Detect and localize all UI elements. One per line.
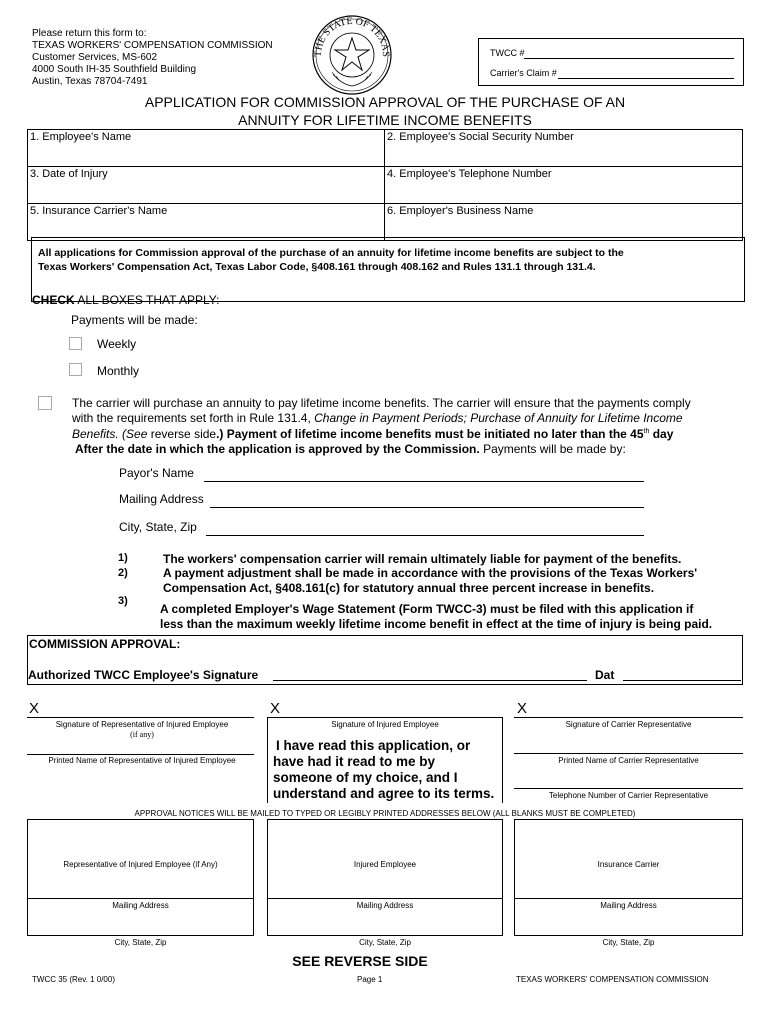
- rep-printed-input[interactable]: [27, 754, 254, 755]
- payor-name-input[interactable]: [204, 481, 644, 482]
- rep-signature-label: Signature of Representative of Injured Employee: [55, 720, 229, 729]
- payor-address-input[interactable]: [210, 507, 644, 508]
- carrier-address-box[interactable]: [514, 819, 743, 936]
- annuity-line-1: The carrier will purchase an annuity to pay lifetime income benefits. The carrier will ensure that the payments comply: [72, 396, 691, 410]
- check-all-heading: [32, 293, 219, 307]
- employee-mailing-label: Mailing Address: [356, 901, 414, 910]
- condition-1-num: 1): [118, 552, 128, 564]
- employee-phone-field[interactable]: 4. Employee's Telephone Number: [387, 168, 552, 180]
- texas-state-seal: [311, 14, 393, 96]
- carrier-claim-input[interactable]: [558, 78, 734, 79]
- rep-city-label: City, State, Zip: [114, 938, 167, 947]
- annuity-line-3b: reverse side: [150, 427, 217, 441]
- condition-2: [163, 566, 697, 596]
- payor-city-label: City, State, Zip: [119, 520, 197, 534]
- notice-line-2: Texas Workers' Compensation Act, Texas Labor Code, §408.161 through 408.162 and Rules 131.1 through 131.4.: [38, 261, 596, 273]
- carrier-phone-input[interactable]: [514, 788, 743, 789]
- grid-divider: [27, 203, 743, 204]
- statement-line: I have read this application, or: [276, 738, 471, 753]
- return-line: Customer Services, MS-602: [32, 52, 158, 63]
- annuity-line-3d: day: [649, 427, 674, 441]
- grid-divider: [27, 166, 743, 167]
- condition-3-text2: less than the maximum weekly lifetime income benefit in effect at the time of injury is being paid.: [160, 617, 713, 631]
- agency-name: TEXAS WORKERS' COMPENSATION COMMISSION: [516, 975, 709, 984]
- employee-address-box[interactable]: [267, 819, 503, 936]
- carrier-mailing-label: Mailing Address: [600, 901, 657, 910]
- employee-statement: [273, 738, 494, 802]
- annuity-line-4b: Payments will be made by:: [479, 441, 626, 456]
- condition-3-text: A completed Employer's Wage Statement (Form TWCC-3) must be filed with this application if: [160, 602, 694, 616]
- commission-approval-heading: COMMISSION APPROVAL:: [29, 637, 181, 651]
- form-title: [0, 94, 770, 128]
- condition-1-text: The workers' compensation carrier will remain ultimately liable for payment of the benefits.: [163, 552, 682, 566]
- annuity-line-2a: with the requirements set forth in Rule 131.4,: [72, 410, 315, 425]
- grid-divider: [384, 129, 385, 241]
- x-mark: X: [29, 700, 40, 717]
- notice-line-1: All applications for Commission approval of the purchase of an annuity for lifetime income benefits are subject to the: [38, 247, 624, 259]
- employer-business-field[interactable]: 6. Employer's Business Name: [387, 205, 534, 217]
- condition-2-text2: Compensation Act, §408.161(c) for statutory annual three percent increase in benefits.: [163, 581, 655, 595]
- annuity-line-4a: After the date in which the application is approved by the Commission.: [75, 441, 480, 456]
- annuity-line-3-sup: th: [643, 428, 650, 435]
- carrier-address-title: Insurance Carrier: [597, 860, 660, 869]
- return-address: [32, 28, 273, 88]
- rep-address-box[interactable]: [27, 819, 254, 936]
- box-divider: [267, 898, 503, 899]
- employee-signature-label: Signature of Injured Employee: [331, 720, 439, 729]
- seal-text: THE STATE OF TEXAS: [312, 15, 392, 58]
- box-divider: [27, 898, 254, 899]
- carrier-signature-input[interactable]: [514, 717, 743, 718]
- return-line: TEXAS WORKERS' COMPENSATION COMMISSION: [32, 40, 273, 51]
- employee-name-field[interactable]: 1. Employee's Name: [30, 131, 132, 143]
- monthly-label: Monthly: [97, 364, 140, 378]
- annuity-checkbox[interactable]: [38, 396, 52, 410]
- date-of-injury-field[interactable]: 3. Date of Injury: [30, 168, 108, 180]
- condition-3: [160, 602, 712, 632]
- check-heading-bold: CHECK: [32, 293, 75, 307]
- twcc-number-input[interactable]: [524, 58, 734, 59]
- carrier-signature-label: Signature of Carrier Representative: [565, 720, 692, 729]
- carrier-printed-input[interactable]: [514, 753, 743, 754]
- condition-3-num: 3): [118, 595, 128, 607]
- carrier-phone-label: Telephone Number of Carrier Representative: [548, 791, 709, 800]
- rep-printed-label: Printed Name of Representative of Injured Employee: [48, 756, 236, 765]
- annuity-paragraph: [72, 396, 762, 456]
- condition-2-text: A payment adjustment shall be made in accordance with the provisions of the Texas Workers': [163, 566, 698, 580]
- employee-info-grid: [27, 129, 743, 241]
- statement-line: have had it read to me by: [273, 754, 436, 769]
- annuity-line-3a: Benefits. (See: [72, 427, 151, 441]
- payor-city-input[interactable]: [206, 535, 644, 536]
- employee-address-title: Injured Employee: [353, 860, 417, 869]
- rep-signature-input[interactable]: [27, 717, 254, 718]
- payor-name-label: Payor's Name: [119, 466, 194, 480]
- see-reverse-side: SEE REVERSE SIDE: [292, 953, 428, 969]
- check-heading-rest: ALL BOXES THAT APPLY:: [74, 293, 220, 307]
- return-line: Please return this form to:: [32, 28, 147, 39]
- page-number: Page 1: [357, 975, 383, 984]
- authorized-signature-label: Authorized TWCC Employee's Signature: [28, 668, 259, 682]
- return-line: 4000 South IH-35 Southfield Building: [32, 64, 197, 75]
- box-divider: [514, 898, 743, 899]
- x-mark: X: [270, 700, 281, 717]
- annuity-line-3c: .) Payment of lifetime income benefits must be initiated no later than the 45: [216, 427, 644, 441]
- title-line-2: ANNUITY FOR LIFETIME INCOME BENEFITS: [238, 112, 532, 128]
- approval-notice-text: APPROVAL NOTICES WILL BE MAILED TO TYPED OR LEGIBLY PRINTED ADDRESSES BELOW (ALL BLANKS MUST BE COMPLETED): [134, 809, 636, 818]
- approval-date-label: Dat: [595, 668, 615, 682]
- rep-mailing-label: Mailing Address: [112, 901, 169, 910]
- approval-date-input[interactable]: [623, 680, 741, 681]
- form-id: TWCC 35 (Rev. 1 0/00): [32, 975, 115, 984]
- payor-address-label: Mailing Address: [119, 492, 204, 506]
- carrier-printed-label: Printed Name of Carrier Representative: [558, 756, 699, 765]
- legal-notice: [38, 246, 624, 274]
- statement-line: someone of my choice, and I: [273, 770, 458, 785]
- authorized-signature-input[interactable]: [273, 680, 587, 681]
- carrier-city-label: City, State, Zip: [602, 938, 655, 947]
- title-line-1: APPLICATION FOR COMMISSION APPROVAL OF THE PURCHASE OF AN: [144, 94, 626, 110]
- annuity-line-2b: Change in Payment Periods; Purchase of Annuity for Lifetime Income: [314, 410, 683, 425]
- x-mark: X: [517, 700, 528, 717]
- employee-ssn-field[interactable]: 2. Employee's Social Security Number: [387, 131, 574, 143]
- carrier-claim-label: Carrier's Claim #: [490, 68, 557, 78]
- condition-2-num: 2): [118, 567, 128, 579]
- insurance-carrier-field[interactable]: 5. Insurance Carrier's Name: [30, 205, 168, 217]
- payments-label: Payments will be made:: [71, 313, 198, 327]
- twcc-number-label: TWCC #: [490, 48, 525, 58]
- statement-line: understand and agree to its terms.: [273, 786, 495, 801]
- rep-signature-note: (if any): [130, 730, 154, 739]
- weekly-checkbox[interactable]: [69, 337, 82, 350]
- return-line: Austin, Texas 78704-7491: [32, 76, 148, 87]
- employee-city-label: City, State, Zip: [359, 938, 411, 947]
- monthly-checkbox[interactable]: [69, 363, 82, 376]
- rep-address-title: Representative of Injured Employee (if Any): [63, 860, 218, 869]
- weekly-label: Weekly: [97, 337, 137, 351]
